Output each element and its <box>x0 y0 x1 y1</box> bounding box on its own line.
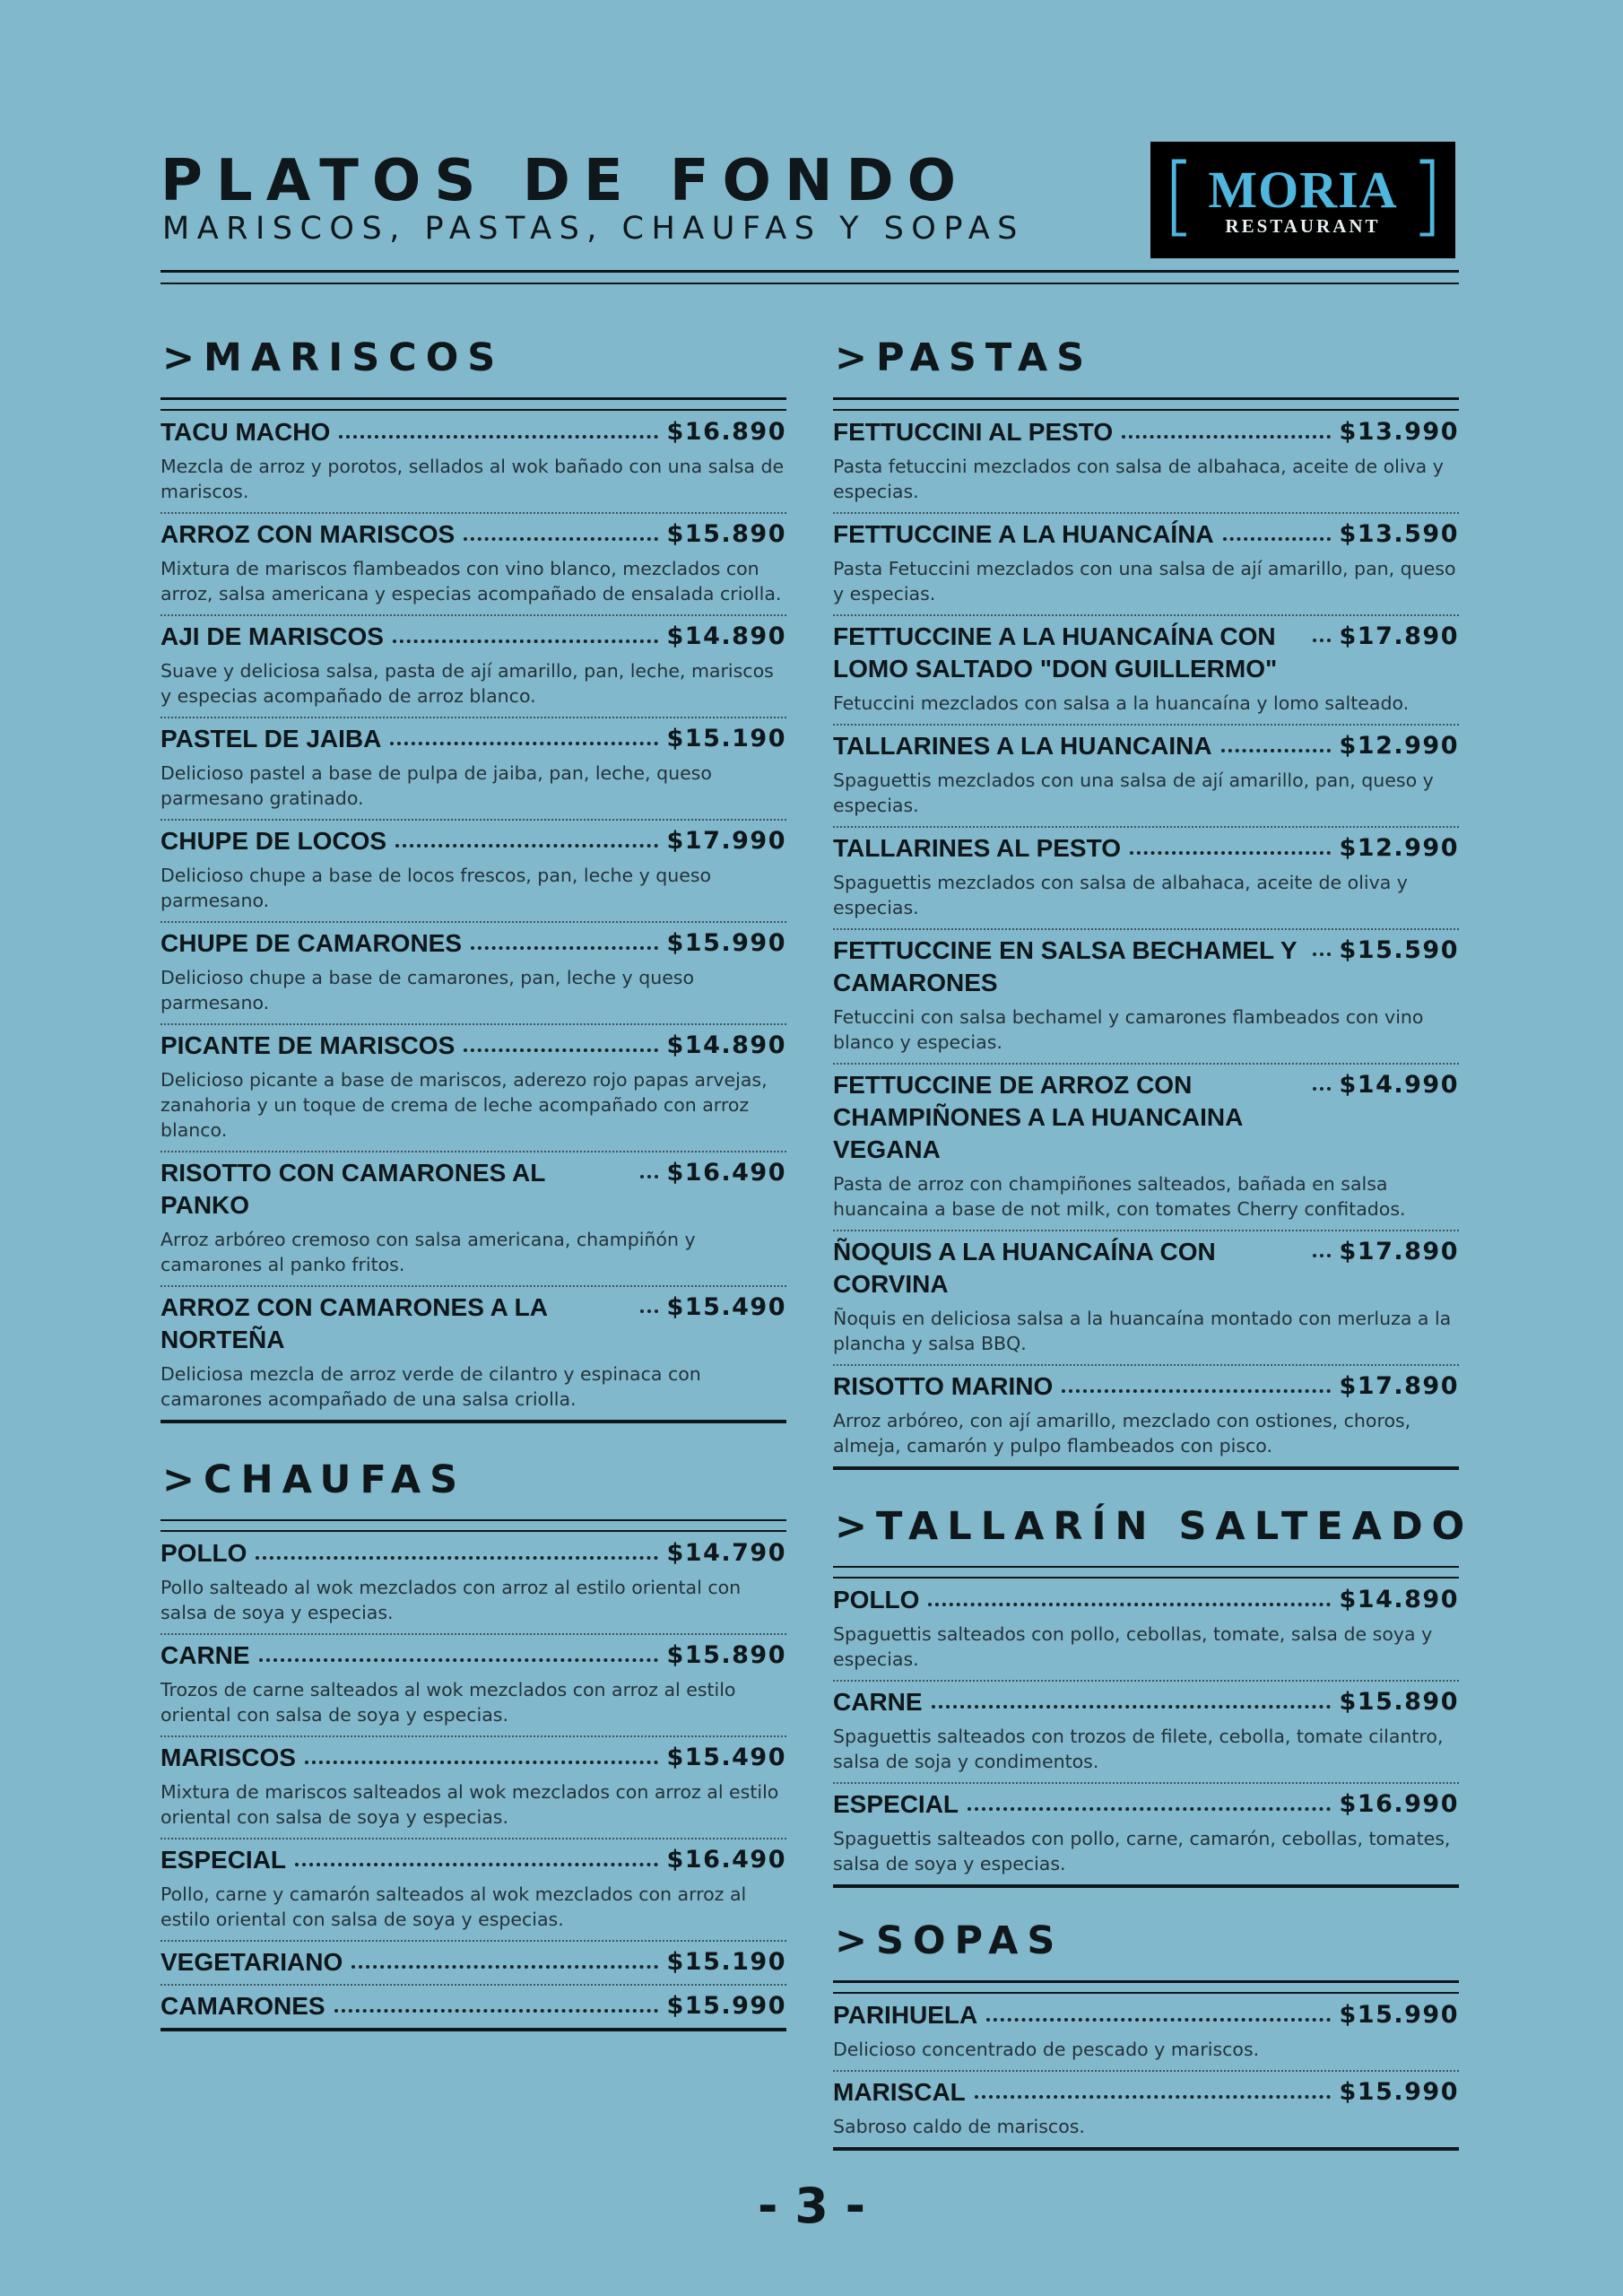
menu-item-row <box>833 832 1459 865</box>
menu-item-price: $13.990 <box>1339 417 1459 446</box>
menu-item <box>161 1735 786 1838</box>
menu-item-price: $17.890 <box>1339 622 1459 650</box>
menu-item-name: CAMARONES <box>161 1992 325 2020</box>
menu-item <box>833 411 1459 512</box>
menu-item-description: Spaguettis mezclados con salsa de albahaca, aceite de oliva y especias. <box>833 871 1408 918</box>
section-title: >PASTAS <box>835 335 1094 380</box>
menu-item-price: $17.890 <box>1339 1371 1459 1400</box>
dot-leader <box>1313 639 1331 642</box>
dot-leader <box>968 1807 1330 1811</box>
dot-leader <box>1130 851 1331 855</box>
menu-item-name: AJI DE MARISCOS <box>161 622 384 650</box>
menu-item-row <box>161 1990 786 2022</box>
menu-item-row <box>161 1537 786 1570</box>
menu-item-row <box>161 1157 786 1222</box>
menu-item-description: Delicioso chupe a base de camarones, pan, leche y queso parmesano. <box>161 966 695 1013</box>
menu-item-price: $15.190 <box>666 724 786 752</box>
menu-item <box>161 819 786 921</box>
menu-item-description: Pasta Fetuccini mezclados con una salsa de ají amarillo, pan, queso y especias. <box>833 557 1456 604</box>
dot-leader <box>395 844 657 848</box>
menu-item-row <box>161 1742 786 1774</box>
menu-item <box>161 1984 786 2028</box>
menu-item-price: $15.890 <box>666 1641 786 1669</box>
menu-item <box>833 826 1459 928</box>
menu-item-name: RISOTTO CON CAMARONES AL PANKO <box>161 1158 545 1219</box>
menu-item-row <box>833 416 1459 448</box>
header-divider-bottom <box>161 283 1459 284</box>
menu-item-description: Mixtura de mariscos flambeados con vino blanco, mezclados con arroz, salsa americana y especias acompañado de ensalada criolla. <box>161 557 782 604</box>
section-end-rule <box>833 1466 1459 1470</box>
menu-item-name: ARROZ CON CAMARONES A LA NORTEÑA <box>161 1292 547 1353</box>
menu-item-row <box>833 730 1459 762</box>
right-column <box>833 335 1474 2151</box>
section-mariscos <box>161 335 786 1423</box>
logo-bracket-left-icon: [ <box>1161 145 1196 246</box>
page-subtitle: MARISCOS, PASTAS, CHAUFAS Y SOPAS <box>162 211 1025 247</box>
menu-item-name: TALLARINES AL PESTO <box>833 833 1121 862</box>
menu-item-price: $15.490 <box>666 1744 786 1771</box>
menu-item-price: $14.990 <box>1339 1070 1459 1099</box>
dot-leader <box>339 435 657 439</box>
menu-item-row <box>833 2076 1459 2109</box>
page-number: - 3 - <box>758 2178 865 2234</box>
dot-leader <box>932 1705 1331 1709</box>
menu-item-name: PARIHUELA <box>833 2000 978 2029</box>
menu-item <box>161 717 786 819</box>
menu-item-name: FETTUCCINE DE ARROZ CON CHAMPIÑONES A LA HUANCAINA VEGANA <box>833 1070 1243 1163</box>
menu-item <box>833 928 1459 1063</box>
dot-leader <box>928 1603 1330 1606</box>
section-end-rule <box>161 2028 786 2031</box>
menu-item-description: Delicioso chupe a base de locos frescos, pan, leche y queso parmesano. <box>161 864 712 911</box>
menu-item-description: Spaguettis salteados con trozos de filete, cebolla, tomate cilantro, salsa de soja y condimentos. <box>833 1726 1444 1772</box>
menu-item <box>833 1578 1459 1680</box>
dot-leader <box>393 639 658 643</box>
menu-item-price: $14.890 <box>666 1031 786 1059</box>
page-header <box>161 142 1459 276</box>
menu-item-description: Delicioso pastel a base de pulpa de jaiba, pan, leche, queso parmesano gratinado. <box>161 761 712 809</box>
section-rule-gap <box>161 400 786 409</box>
menu-item-description: Delicioso concentrado de pescado y mariscos. <box>833 2038 1260 2060</box>
menu-item-row <box>833 1584 1459 1616</box>
menu-item-row <box>161 825 786 857</box>
section-rule-gap <box>833 1983 1459 1992</box>
menu-item-description: Ñoquis en deliciosa salsa a la huancaína montado con merluza a la plancha y salsa BBQ. <box>833 1307 1452 1354</box>
menu-item-row <box>833 1370 1459 1403</box>
menu-item <box>161 411 786 512</box>
dot-leader <box>464 1048 657 1052</box>
section-end-rule <box>833 1884 1459 1888</box>
section-tallarin-salteado <box>833 1503 1474 1889</box>
dot-leader <box>256 1556 657 1560</box>
menu-item-description: Spaguettis salteados con pollo, carne, camarón, cebollas, tomates, salsa de soya y especias. <box>833 1828 1451 1874</box>
menu-item-name: ESPECIAL <box>161 1846 287 1874</box>
menu-item-price: $13.590 <box>1339 519 1459 548</box>
dot-leader <box>305 1761 658 1764</box>
menu-item-name: FETTUCCINE EN SALSA BECHAMEL Y CAMARONES <box>833 935 1298 996</box>
menu-item-name: MARISCOS <box>161 1744 296 1771</box>
menu-item-row <box>161 416 786 448</box>
dot-leader <box>986 2018 1330 2022</box>
menu-item-row <box>161 927 786 960</box>
dot-leader <box>1313 952 1331 956</box>
menu-item <box>833 1063 1459 1230</box>
menu-item <box>161 921 786 1023</box>
menu-item-row <box>161 1292 786 1356</box>
menu-item-price: $15.890 <box>1339 1688 1459 1716</box>
menu-item <box>833 1230 1459 1364</box>
dot-leader <box>975 2095 1331 2099</box>
dot-leader <box>1221 749 1331 752</box>
menu-item-price: $14.890 <box>666 622 786 650</box>
menu-item <box>161 1633 786 1735</box>
dot-leader <box>390 742 657 745</box>
menu-item-name: VEGETARIANO <box>161 1948 343 1976</box>
menu-item-description: Pollo salteado al wok mezclados con arroz al estilo oriental con salsa de soya y especias. <box>161 1577 742 1623</box>
menu-item-row <box>833 935 1459 999</box>
section-rule-gap <box>833 1568 1459 1577</box>
menu-item-description: Arroz arbóreo cremoso con salsa americana, champiñón y camarones al panko fritos. <box>161 1228 696 1275</box>
menu-item-price: $15.990 <box>666 928 786 957</box>
menu-item-price: $15.190 <box>666 1948 786 1976</box>
dot-leader <box>334 2009 658 2013</box>
menu-item-name: ESPECIAL <box>833 1790 959 1818</box>
menu-item-name: CARNE <box>833 1688 923 1716</box>
menu-item-description: Spaguettis mezclados con una salsa de ají amarillo, pan, queso y especias. <box>833 769 1434 816</box>
menu-item-price: $16.490 <box>666 1846 786 1874</box>
menu-item-row <box>161 1844 786 1876</box>
menu-item <box>161 1285 786 1420</box>
menu-item-description: Suave y deliciosa salsa, pasta de ají amarillo, pan, leche, mariscos y especias acompañado de arroz blanco. <box>161 659 774 707</box>
menu-item-price: $15.590 <box>1339 935 1459 964</box>
menu-item-description: Deliciosa mezcla de arroz verde de cilantro y espinaca con camarones acompañado de una salsa criolla. <box>161 1362 701 1410</box>
menu-item-description: Arroz arbóreo, con ají amarillo, mezclado con ostiones, choros, almeja, camarón y pulpo flambeados con pisco. <box>833 1409 1411 1457</box>
menu-item-description: Fetuccini con salsa bechamel y camarones flambeados con vino blanco y especias. <box>833 1005 1424 1053</box>
dot-leader <box>471 946 657 950</box>
menu-item-price: $17.990 <box>666 826 786 855</box>
menu-item <box>161 1532 786 1633</box>
menu-item-name: FETTUCCINI AL PESTO <box>833 417 1114 446</box>
menu-item-name: PASTEL DE JAIBA <box>161 724 382 752</box>
menu-item-price: $12.990 <box>1339 731 1459 760</box>
logo-wordmark <box>1208 161 1398 237</box>
dot-leader <box>640 1175 658 1178</box>
menu-item-row <box>161 621 786 653</box>
menu-item-row <box>161 1030 786 1062</box>
section-rule-gap <box>833 400 1459 409</box>
menu-item <box>833 1680 1459 1782</box>
menu-item-name: ÑOQUIS A LA HUANCAÍNA CON CORVINA <box>833 1237 1216 1298</box>
menu-item-price: $15.490 <box>666 1292 786 1321</box>
section-title: >TALLARÍN SALTEADO <box>835 1503 1474 1549</box>
menu-item <box>833 512 1459 614</box>
dot-leader <box>352 1965 657 1969</box>
logo-bracket-right-icon: ] <box>1410 145 1445 246</box>
menu-item-price: $12.990 <box>1339 833 1459 862</box>
dot-leader <box>295 1863 657 1866</box>
menu-item-name: FETTUCCINE A LA HUANCAÍNA <box>833 519 1214 548</box>
menu-item-price: $15.990 <box>1339 2077 1459 2106</box>
menu-item-name: PICANTE DE MARISCOS <box>161 1031 456 1059</box>
menu-item <box>161 1940 786 1984</box>
menu-item-row <box>833 621 1459 685</box>
menu-item-name: CARNE <box>161 1641 250 1669</box>
page-title: PLATOS DE FONDO <box>161 148 970 214</box>
logo-subname: RESTAURANT <box>1225 215 1381 237</box>
menu-item <box>833 1994 1459 2070</box>
restaurant-logo <box>1150 142 1455 258</box>
menu-item-row <box>833 1999 1459 2031</box>
menu-item <box>161 512 786 614</box>
menu-item-price: $15.890 <box>666 519 786 548</box>
menu-item-name: POLLO <box>161 1539 247 1567</box>
dot-leader <box>1313 1254 1331 1257</box>
dot-leader <box>1313 1087 1331 1091</box>
menu-item-row <box>833 1236 1459 1300</box>
menu-item-description: Mezcla de arroz y porotos, sellados al wok bañado con una salsa de mariscos. <box>161 455 785 502</box>
menu-item-name: RISOTTO MARINO <box>833 1371 1054 1400</box>
menu-item <box>161 614 786 717</box>
menu-item-description: Spaguettis salteados con pollo, cebollas, tomate, salsa de soya y especias. <box>833 1623 1433 1670</box>
menu-item-name: TACU MACHO <box>161 417 331 446</box>
menu-page <box>161 142 1474 2137</box>
menu-item-row <box>833 518 1459 551</box>
header-divider-top <box>161 270 1459 273</box>
menu-item-name: ARROZ CON MARISCOS <box>161 519 456 548</box>
menu-item-row <box>161 723 786 755</box>
menu-item-description: Delicioso picante a base de mariscos, aderezo rojo papas arvejas, zanahoria y un toque de crema de leche acompañado con arroz blanco. <box>161 1068 768 1141</box>
dot-leader <box>464 537 657 541</box>
menu-item-name: POLLO <box>833 1586 920 1613</box>
menu-item-name: CHUPE DE LOCOS <box>161 826 387 855</box>
section-end-rule <box>833 2147 1459 2151</box>
section-sopas <box>833 1918 1459 2151</box>
section-title: >SOPAS <box>835 1918 1064 1963</box>
menu-item-description: Mixtura de mariscos salteados al wok mezclados con arroz al estilo oriental con salsa de soya y especias. <box>161 1781 779 1828</box>
section-end-rule <box>161 1420 786 1423</box>
menu-item <box>161 1023 786 1151</box>
menu-item <box>833 2070 1459 2147</box>
menu-item-name: TALLARINES A LA HUANCAINA <box>833 731 1212 760</box>
menu-item <box>833 1782 1459 1884</box>
logo-name: MORIA <box>1208 161 1398 219</box>
dot-leader <box>1122 435 1330 439</box>
dot-leader <box>1062 1389 1330 1393</box>
menu-item-price: $16.890 <box>666 417 786 446</box>
menu-item-description: Pollo, carne y camarón salteados al wok mezclados con arroz al estilo oriental con salsa de soya y especias. <box>161 1883 747 1930</box>
menu-item-price: $15.990 <box>666 1992 786 2020</box>
menu-item-row <box>161 1639 786 1672</box>
section-title: >MARISCOS <box>162 335 505 380</box>
menu-item-name: CHUPE DE CAMARONES <box>161 928 463 957</box>
section-title: >CHAUFAS <box>162 1457 467 1502</box>
dot-leader <box>640 1309 658 1313</box>
menu-item-row <box>833 1788 1459 1821</box>
menu-item-price: $14.890 <box>1339 1586 1459 1613</box>
menu-item-description: Pasta fetuccini mezclados con salsa de albahaca, aceite de oliva y especias. <box>833 455 1444 502</box>
menu-item-row <box>833 1686 1459 1718</box>
left-column <box>161 335 786 2031</box>
dot-leader <box>1223 537 1331 541</box>
menu-item-row <box>161 518 786 551</box>
menu-item-price: $16.990 <box>1339 1790 1459 1818</box>
menu-item <box>833 614 1459 724</box>
menu-item-description: Fetuccini mezclados con salsa a la huancaína y lomo salteado. <box>833 691 1410 714</box>
menu-item-description: Sabroso caldo de mariscos. <box>833 2115 1085 2137</box>
menu-item-price: $16.490 <box>666 1158 786 1187</box>
dot-leader <box>259 1658 658 1662</box>
menu-item-price: $14.790 <box>666 1539 786 1567</box>
menu-item <box>161 1838 786 1940</box>
menu-item <box>833 1364 1459 1466</box>
menu-item-description: Pasta de arroz con champiñones salteados, bañada en salsa huancaina a base de not milk, con tomates Cherry confitados. <box>833 1172 1406 1220</box>
menu-item-row <box>833 1069 1459 1166</box>
menu-item-price: $15.990 <box>1339 2000 1459 2029</box>
menu-item-name: MARISCAL <box>833 2077 966 2106</box>
menu-item <box>161 1151 786 1285</box>
menu-item-price: $17.890 <box>1339 1237 1459 1265</box>
menu-item-description: Trozos de carne salteados al wok mezclados con arroz al estilo oriental con salsa de soya y especias. <box>161 1679 736 1726</box>
menu-item <box>833 724 1459 826</box>
section-pastas <box>833 335 1459 1470</box>
section-rule-gap <box>161 1521 786 1530</box>
menu-item-row <box>161 1946 786 1979</box>
menu-item-name: FETTUCCINE A LA HUANCAÍNA CON LOMO SALTADO "DON GUILLERMO" <box>833 622 1278 683</box>
section-chaufas <box>161 1457 786 2032</box>
